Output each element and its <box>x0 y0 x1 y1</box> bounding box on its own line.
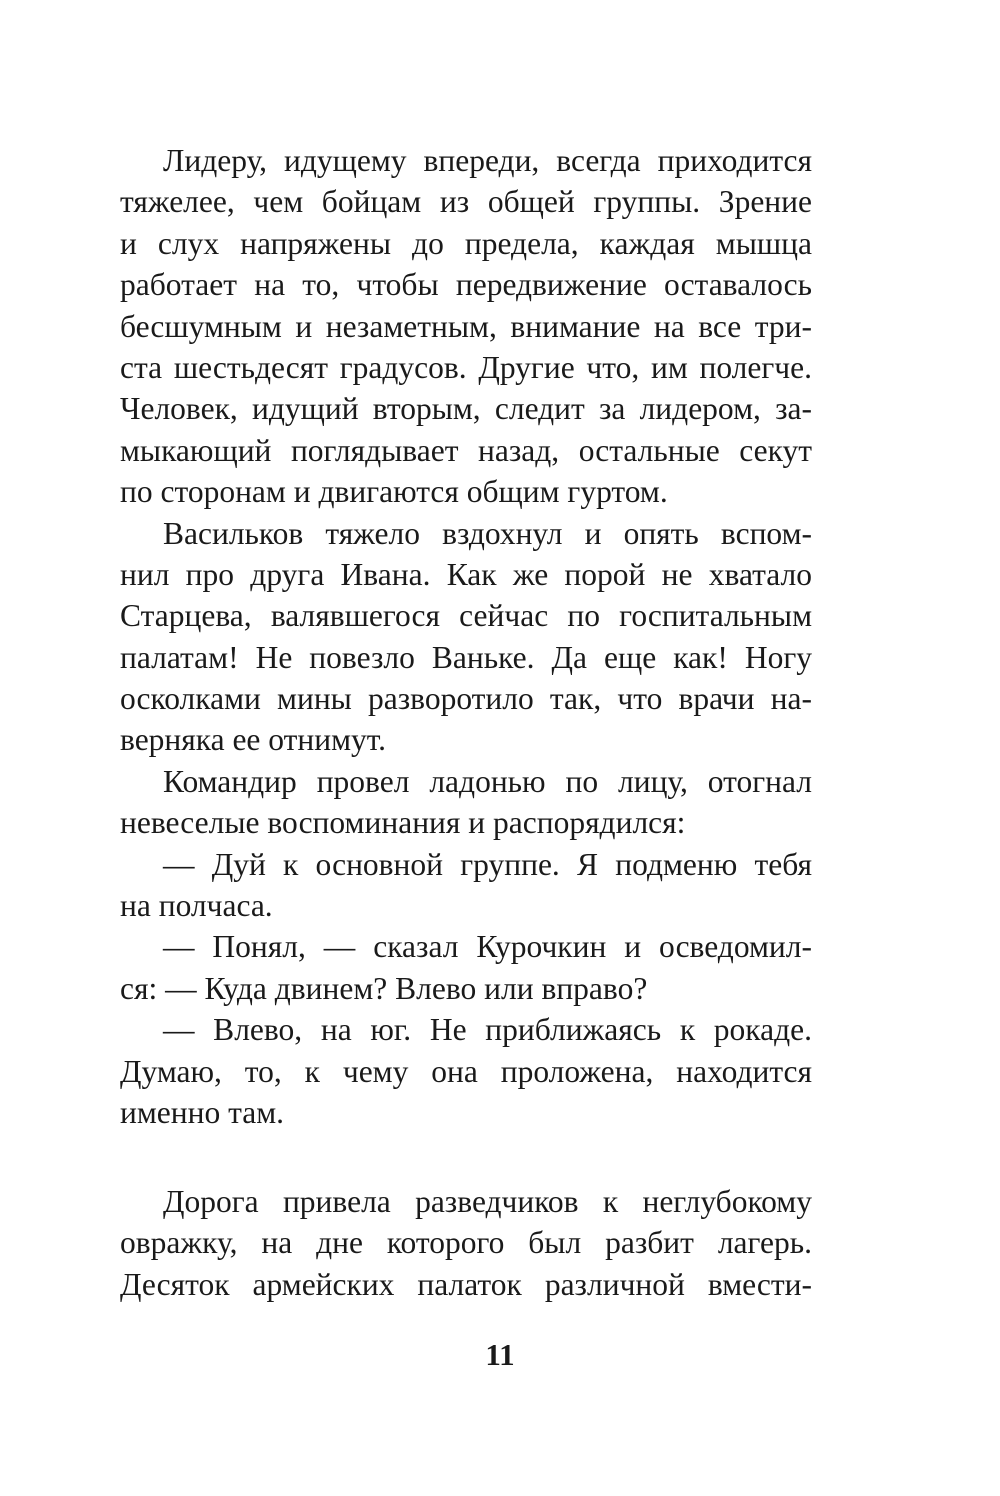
text-line: — Влево, на юг. Не приближаясь к рокаде. <box>163 1012 812 1048</box>
text-line: работает на то, чтобы передвижение оставалось <box>120 267 812 303</box>
text-line: — Дуй к основной группе. Я подменю тебя <box>163 846 812 882</box>
text-line: и слух напряжены до предела, каждая мышца <box>120 225 812 261</box>
page-number: 11 <box>485 1337 515 1372</box>
text-block-new-section <box>120 1181 812 1305</box>
text-line: Старцева, валявшегося сейчас по госпитальным <box>120 598 812 634</box>
text-line: по сторонам и двигаются общим гуртом. <box>120 474 668 510</box>
text-line: Десяток армейских палаток различной вмести- <box>120 1266 812 1302</box>
text-line: ста шестьдесят градусов. Другие что, им полегче. <box>120 349 812 385</box>
text-line: Дорога привела разведчиков к неглубокому <box>163 1184 812 1219</box>
text-line: Васильков тяжело вздохнул и опять вспом- <box>163 515 812 551</box>
text-line: нил про друга Ивана. Как же порой не хватало <box>120 556 812 592</box>
text-line: тяжелее, чем бойцам из общей группы. Зрение <box>120 184 812 220</box>
text-line: именно там. <box>120 1094 285 1130</box>
text-line: ся: — Куда двинем? Влево или вправо? <box>120 970 648 1006</box>
text-line: Командир провел ладонью по лицу, отогнал <box>163 763 812 799</box>
text-line: верняка ее отнимут. <box>120 722 387 758</box>
text-line: овражку, на дне которого был разбит лагерь. <box>120 1225 812 1261</box>
text-line: Думаю, то, к чему она проложена, находится <box>120 1053 812 1089</box>
text-line: — Понял, — сказал Курочкин и осведомил- <box>163 929 812 965</box>
text-line: осколками мины разворотило так, что врачи на- <box>120 681 812 717</box>
text-line: мыкающий поглядывает назад, остальные секут <box>120 432 812 468</box>
text-line: на полчаса. <box>120 888 273 924</box>
text-block-main <box>120 140 812 1133</box>
text-line: Лидеру, идущему впереди, всегда приходится <box>163 143 812 178</box>
text-line: палатам! Не повезло Ваньке. Да еще как! Ногу <box>120 639 812 675</box>
text-line: бесшумным и незаметным, внимание на все три- <box>120 308 812 344</box>
text-line: невеселые воспоминания и распорядился: <box>120 805 686 841</box>
text-line: Человек, идущий вторым, следит за лидером, за- <box>120 391 812 427</box>
